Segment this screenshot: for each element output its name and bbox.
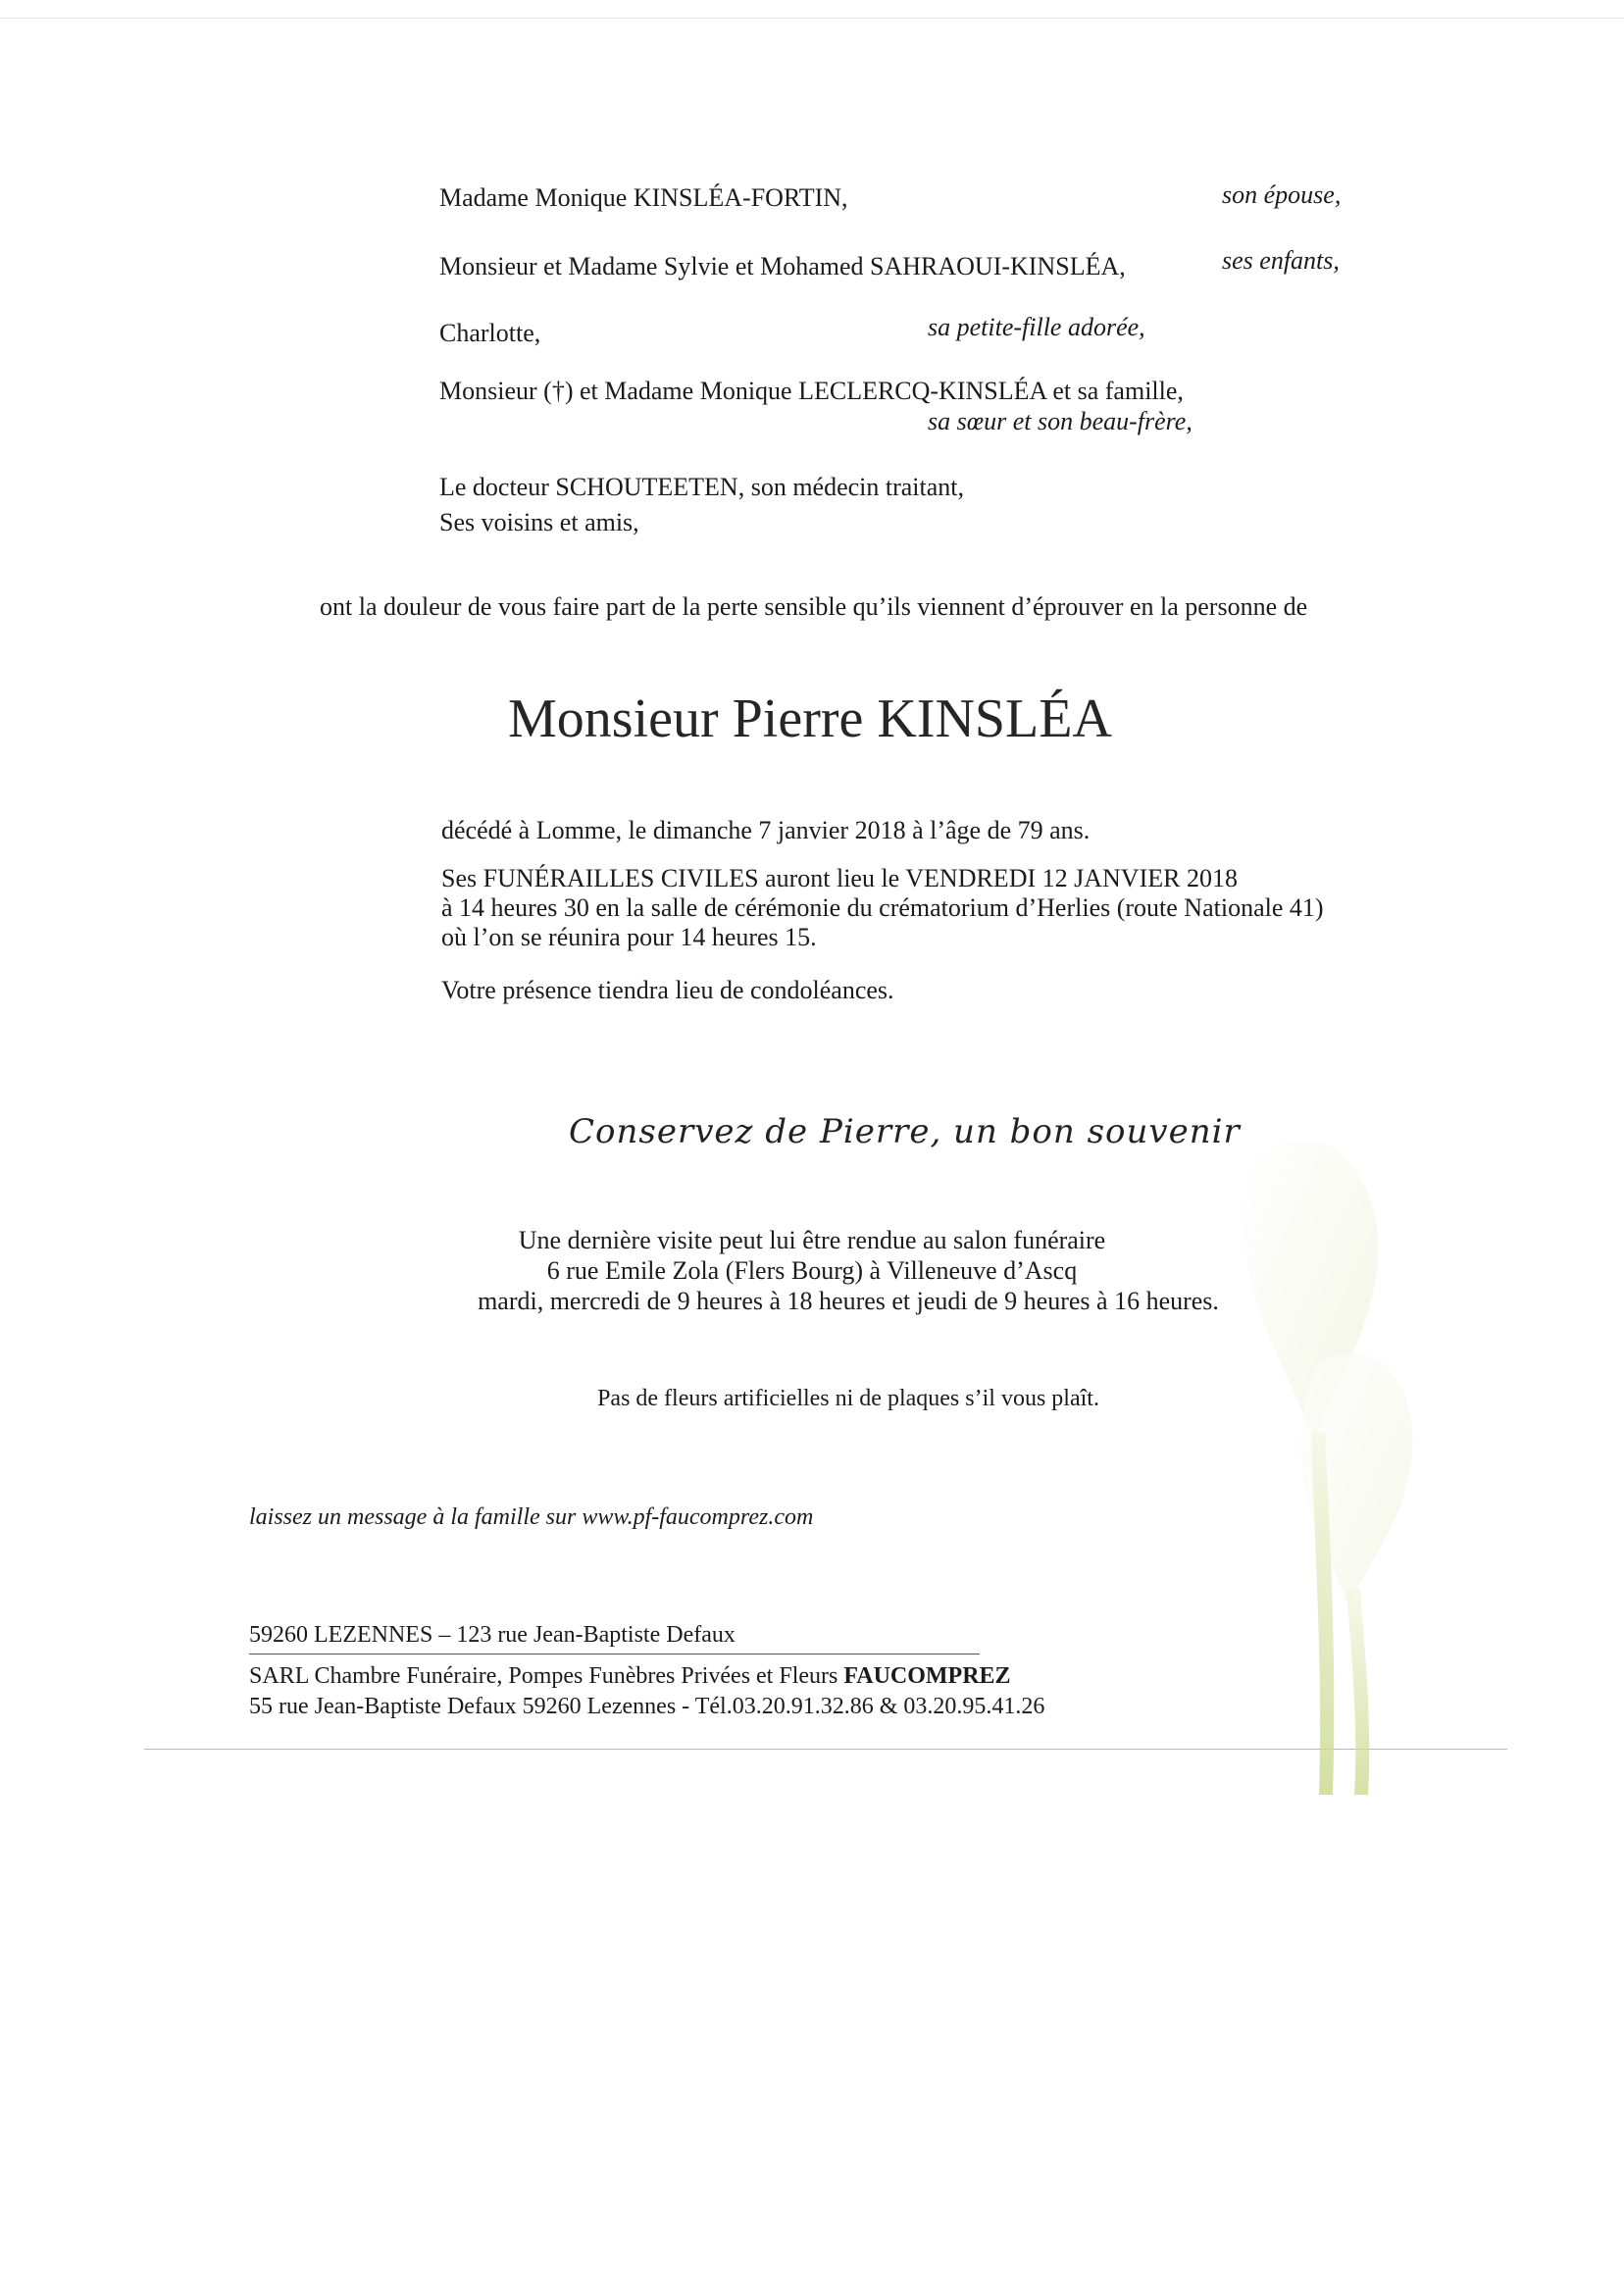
condolences-line: Votre présence tiendra lieu de condoléances. [441,976,894,1004]
granddaughter-role: sa petite-fille adorée, [928,313,1145,341]
company-line [249,1662,1011,1691]
announcement-text: ont la douleur de vous faire part de la perte sensible qu’ils viennent d’éprouver en la personne de [320,592,1308,621]
company-prefix: SARL Chambre Funéraire, Pompes Funèbres Privées et Fleurs [249,1663,844,1689]
funeral-line-2: à 14 heures 30 en la salle de cérémonie du crématorium d’Herlies (route Nationale 41) [441,893,1324,922]
calla-lily-icon [1221,1118,1437,1795]
granddaughter-name: Charlotte, [439,319,541,347]
funeral-line-3: où l’on se réunira pour 14 heures 15. [441,923,817,951]
footer-address: 59260 LEZENNES – 123 rue Jean-Baptiste Defaux [249,1622,736,1648]
message-invite: laissez un message à la famille sur www.pf-faucomprez.com [249,1504,814,1530]
company-name: FAUCOMPREZ [843,1663,1011,1689]
sister-role: sa sœur et son beau-frère, [928,407,1193,435]
spouse-name: Madame Monique KINSLÉA-FORTIN, [439,183,848,212]
no-flowers-note: Pas de fleurs artificielles ni de plaques s’il vous plaît. [597,1386,1099,1411]
spouse-role: son épouse, [1222,180,1342,209]
footer-divider [249,1654,980,1655]
children-name: Monsieur et Madame Sylvie et Mohamed SAHRAOUI-KINSLÉA, [439,252,1126,280]
death-details: décédé à Lomme, le dimanche 7 janvier 2018 à l’âge de 79 ans. [441,816,1091,844]
visit-line-3: mardi, mercredi de 9 heures à 18 heures et jeudi de 9 heures à 16 heures. [478,1287,1219,1315]
children-role: ses enfants, [1222,246,1340,275]
doctor-line: Le docteur SCHOUTEETEN, son médecin traitant, [439,473,965,501]
company-contact: 55 rue Jean-Baptiste Defaux 59260 Lezennes - Tél.03.20.91.32.86 & 03.20.95.41.26 [249,1694,1045,1719]
deceased-name: Monsieur Pierre KINSLÉA [508,688,1112,749]
sister-name: Monsieur (†) et Madame Monique LECLERCQ-KINSLÉA et sa famille, [439,377,1184,405]
visit-line-1: Une dernière visite peut lui être rendue au salon funéraire [518,1226,1106,1254]
memory-phrase: Conservez de Pierre, un bon souvenir [569,1112,1241,1151]
funeral-line-1: Ses FUNÉRAILLES CIVILES auront lieu le VENDREDI 12 JANVIER 2018 [441,864,1238,892]
visit-line-2: 6 rue Emile Zola (Flers Bourg) à Villeneuve d’Ascq [546,1256,1078,1285]
neighbours-line: Ses voisins et amis, [439,508,639,536]
scan-edge-line [0,18,1624,19]
